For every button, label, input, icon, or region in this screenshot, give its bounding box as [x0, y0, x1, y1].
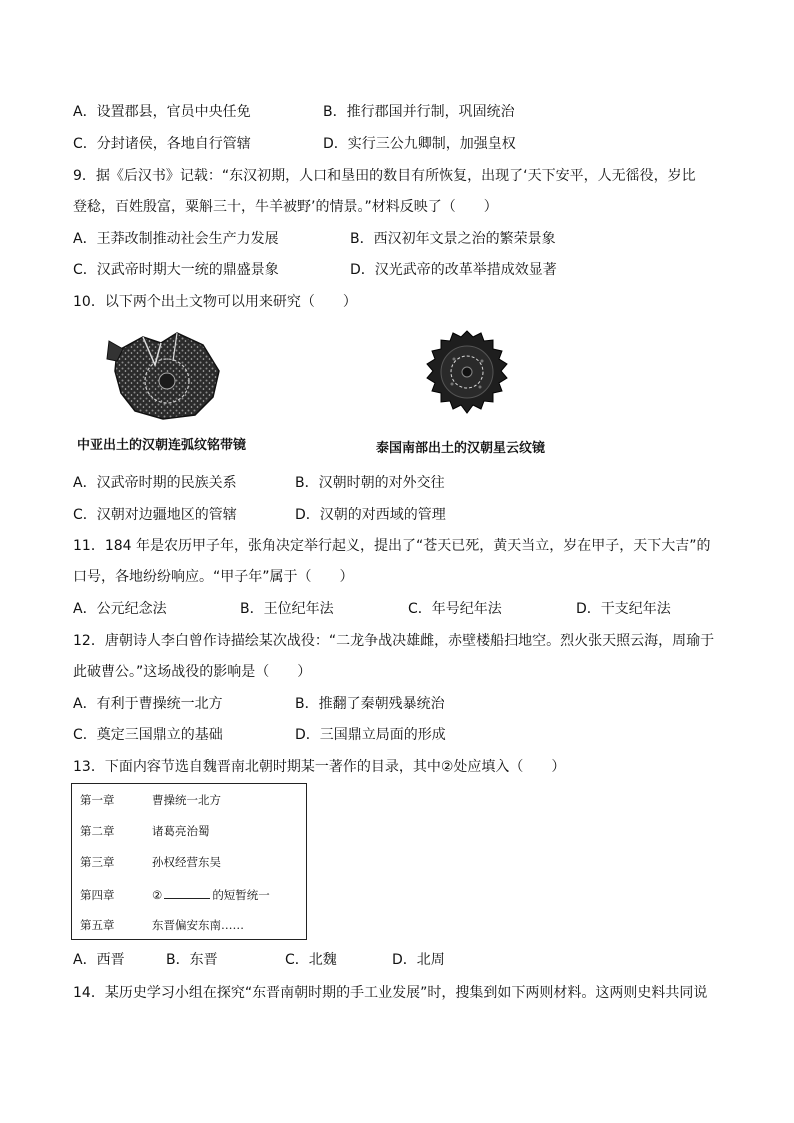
- q9-option-b: B．西汉初年文景之治的繁荣景象: [350, 231, 556, 247]
- q13-option-c: C．北魏: [285, 952, 337, 968]
- q11-option-c: C．年号纪年法: [408, 601, 502, 617]
- toc-chapter-number: 第四章: [80, 888, 115, 902]
- q14-stem-line1: 14．某历史学习小组在探究“东晋南朝时期的手工业发展”时，搜集到如下两则材料。这两则史料共同说: [73, 985, 708, 1001]
- q12-option-a: A．有利于曹操统一北方: [73, 696, 223, 712]
- artifact-caption-1: 中亚出土的汉朝连弧纹铭带镜: [77, 438, 247, 453]
- q9-option-d: D．汉光武帝的改革举措成效显著: [350, 262, 557, 278]
- q9-stem-line2: 登稔，百姓殷富，粟斛三十，牛羊被野’的情景。”材料反映了（ ）: [73, 199, 498, 215]
- q13-option-a: A．西晋: [73, 952, 125, 968]
- toc-row: [80, 886, 270, 903]
- q11-option-a: A．公元纪念法: [73, 601, 167, 617]
- q11-stem-line1: 11．184 年是农历甲子年，张角决定举行起义，提出了“苍天已死，黄天当立，岁在甲子，天下大吉”的: [73, 538, 711, 554]
- q11-option-b: B．王位纪年法: [240, 601, 334, 617]
- toc-chapter-title: 的短暂统一: [212, 888, 270, 902]
- toc-chapter-number: 第二章: [80, 824, 115, 838]
- toc-row: [80, 823, 210, 839]
- toc-chapter-title: 曹操统一北方: [152, 793, 221, 807]
- q9-stem-line1: 9．据《后汉书》记载：“东汉初期，人口和垦田的数目有所恢复，出现了‘天下安平，人无徭役，岁比: [73, 168, 696, 184]
- artifact-caption-2: 泰国南部出土的汉朝星云纹镜: [376, 441, 546, 456]
- q8-option-a: A．设置郡县，官员中央任免: [73, 104, 251, 120]
- q10-option-c: C．汉朝对边疆地区的管辖: [73, 507, 237, 523]
- q12-option-c: C．奠定三国鼎立的基础: [73, 727, 223, 743]
- q10-stem: 10．以下两个出土文物可以用来研究（ ）: [73, 294, 357, 310]
- q8-option-b: B．推行郡国并行制，巩固统治: [323, 104, 515, 120]
- table-of-contents-box: [71, 783, 307, 940]
- q12-stem-line1: 12．唐朝诗人李白曾作诗描绘某次战役：“二龙争战决雄雌，赤壁楼船扫地空。烈火张天照云海，周瑜于: [73, 633, 715, 649]
- q11-stem-line2: 口号，各地纷纷响应。“甲子年”属于（ ）: [73, 569, 354, 585]
- toc-chapter-number: 第三章: [80, 855, 115, 869]
- toc-blank-marker: ②: [152, 888, 163, 902]
- q11-option-d: D．干支纪年法: [576, 601, 671, 617]
- toc-row: [80, 854, 221, 870]
- q13-stem: 13．下面内容节选自魏晋南北朝时期某一著作的目录，其中②处应填入（ ）: [73, 759, 566, 775]
- q8-option-d: D．实行三公九卿制，加强皇权: [323, 136, 516, 152]
- toc-row: [80, 917, 244, 933]
- toc-fill-blank: [164, 886, 210, 899]
- toc-row: [80, 792, 221, 808]
- toc-chapter-title: 东晋偏安东南……: [152, 918, 244, 932]
- han-mirror-fragment-image: [103, 331, 225, 421]
- q9-option-c: C．汉武帝时期大一统的鼎盛景象: [73, 262, 279, 278]
- q10-option-a: A．汉武帝时期的民族关系: [73, 475, 237, 491]
- q12-option-d: D．三国鼎立局面的形成: [295, 727, 446, 743]
- q12-option-b: B．推翻了秦朝残暴统治: [295, 696, 445, 712]
- toc-chapter-title: 诸葛亮治蜀: [152, 824, 210, 838]
- q13-option-d: D．北周: [392, 952, 445, 968]
- q10-option-b: B．汉朝时朝的对外交往: [295, 475, 445, 491]
- q9-option-a: A．王莽改制推动社会生产力发展: [73, 231, 279, 247]
- q10-option-d: D．汉朝的对西域的管理: [295, 507, 446, 523]
- q13-option-b: B．东晋: [166, 952, 218, 968]
- q8-option-c: C．分封诸侯，各地自行管辖: [73, 136, 251, 152]
- q12-stem-line2: 此破曹公。”这场战役的影响是（ ）: [73, 664, 312, 680]
- toc-chapter-number: 第五章: [80, 918, 115, 932]
- toc-chapter-title: 孙权经营东吴: [152, 855, 221, 869]
- han-star-cloud-mirror-image: [424, 329, 510, 415]
- toc-chapter-number: 第一章: [80, 793, 115, 807]
